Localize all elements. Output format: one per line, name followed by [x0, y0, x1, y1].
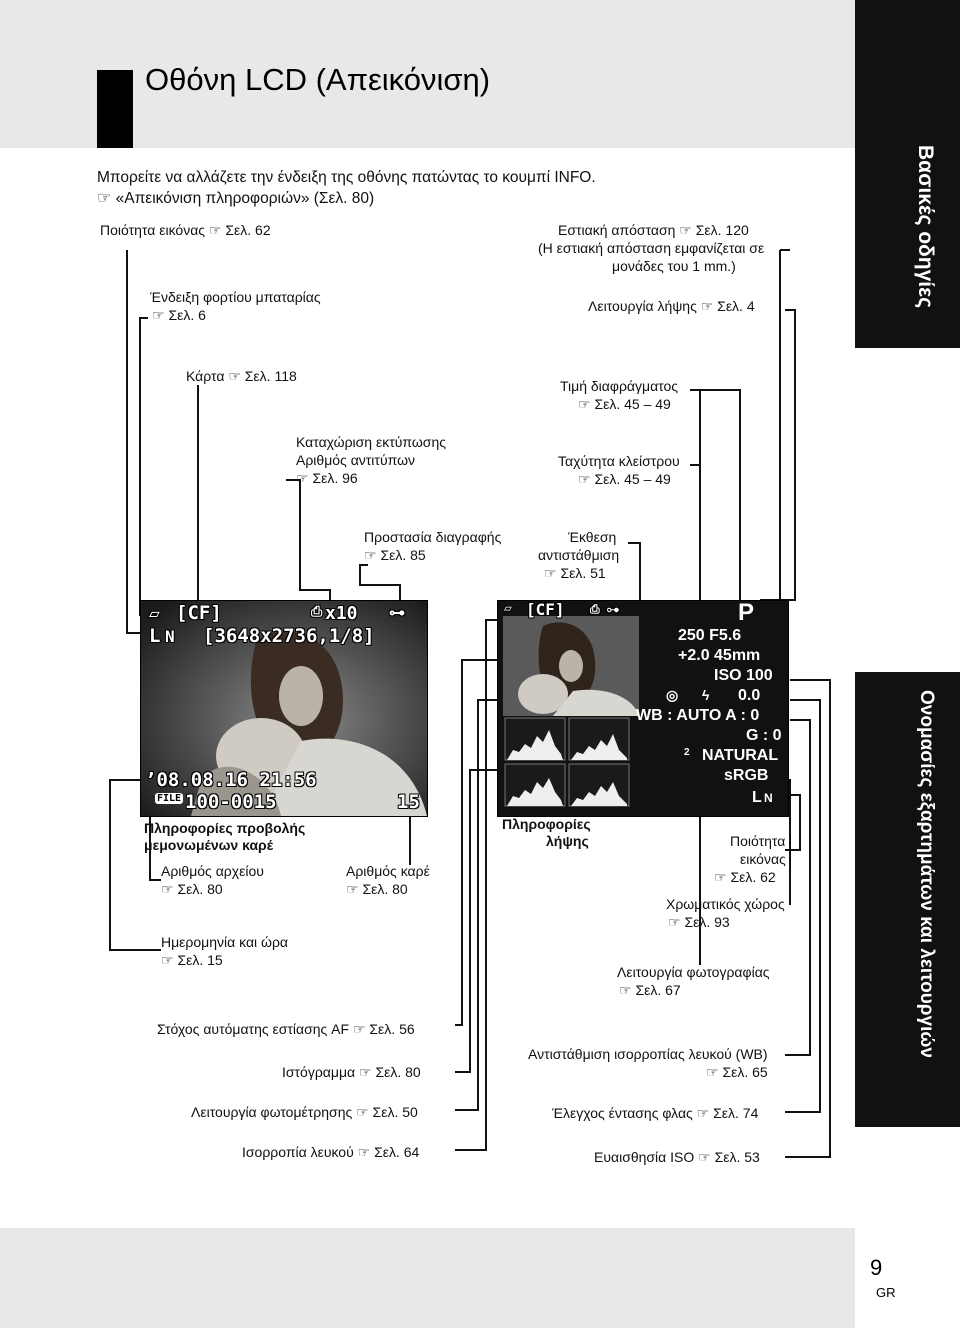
label-frame-no-ref: ☞ Σελ. 80 [346, 881, 408, 897]
photo-thumbnail [503, 616, 639, 716]
side-tab-basic-guide-label: Βασικές οδηγίες [914, 145, 937, 309]
lcd1-card: [CF] [176, 602, 222, 624]
line-protect [360, 565, 400, 605]
label-quality-r-1: Ποιότητα [730, 833, 786, 849]
lcd1-frame: 15 [397, 791, 420, 813]
intro-line-2-text: «Απεικόνιση πληροφοριών» (Σελ. 80) [115, 190, 375, 207]
lcd1-datetime: ’08.08.16 21:56 [145, 769, 317, 791]
label-exposure-ref: ☞ Σελ. 51 [544, 565, 606, 581]
lcd2-mode: P [738, 600, 755, 626]
label-focal: Εστιακή απόσταση ☞ Σελ. 120 [558, 222, 749, 238]
label-exposure-2: αντιστάθμιση [538, 547, 620, 563]
lcd-single-frame [140, 600, 428, 817]
intro-line-1: Μπορείτε να αλλάζετε την ένδειξη της οθόνης πατώντας το κουμπί INFO. [97, 169, 596, 186]
label-print-1: Καταχώριση εκτύπωσης [296, 434, 446, 450]
page-number: 9 [870, 1255, 883, 1280]
battery-icon: ▱ [149, 603, 160, 624]
label-frame-no: Αριθμός καρέ [346, 863, 430, 879]
pointing-hand-icon: ☞ [97, 190, 112, 207]
lcd1-quality: N [165, 627, 175, 646]
print-icon: ⎙ [311, 604, 323, 620]
label-print-2: Αριθμός αντιτύπων [296, 452, 415, 468]
label-quality-r-ref: ☞ Σελ. 62 [714, 869, 776, 885]
line-iso [785, 680, 830, 1157]
label-focal-note-2: μονάδες του 1 mm.) [612, 258, 736, 274]
line-shutter-v [700, 460, 720, 620]
quality-icon-2: L [752, 789, 762, 806]
line-battery [140, 318, 150, 615]
lcd2-shutter-aperture: 250 F5.6 [678, 627, 742, 644]
label-shutter-ref: ☞ Σελ. 45 – 49 [578, 471, 671, 487]
label-battery: Ένδειξη φορτίου μπαταρίας [150, 289, 321, 305]
lcd2-wb-g: G : 0 [746, 727, 782, 744]
lcd1-resolution: [3648x2736,1/8] [203, 625, 375, 647]
lcd2-iso: ISO 100 [714, 667, 773, 684]
label-protect: Προστασία διαγραφής [364, 529, 502, 545]
label-picture-mode-ref: ☞ Σελ. 67 [619, 982, 681, 998]
label-flash: Έλεγχος έντασης φλας ☞ Σελ. 74 [552, 1105, 759, 1121]
label-shooting-info-2: λήψης [546, 833, 589, 849]
line-shoot-mode [760, 310, 795, 600]
label-print-ref: ☞ Σελ. 96 [296, 470, 358, 486]
label-wb: Ισορροπία λευκού ☞ Σελ. 64 [242, 1144, 420, 1160]
label-battery-ref: ☞ Σελ. 6 [152, 307, 206, 323]
lcd-shooting-info [497, 600, 789, 817]
lcd2-picture-mode: NATURAL [702, 747, 779, 764]
label-wb-comp: Αντιστάθμιση ισορροπίας λευκού (WB) [528, 1046, 768, 1062]
label-datetime: Ημερομηνία και ώρα [161, 934, 289, 950]
label-aperture-ref: ☞ Σελ. 45 – 49 [578, 396, 671, 412]
protect-icon: ⊶ [389, 603, 405, 622]
lcd2-wb: WB : AUTO A : 0 [636, 707, 760, 724]
label-picture-mode: Λειτουργία φωτογραφίας [617, 964, 770, 980]
lcd1-file-number: 100-0015 [185, 791, 277, 813]
lcd2-exp-focal: +2.0 45mm [678, 647, 761, 664]
lcd2-flash-comp: 0.0 [738, 687, 761, 704]
print-icon-2: ⎙ ⊶ [590, 602, 619, 616]
page-title: Οθόνη LCD (Απεικόνιση) [145, 62, 491, 97]
label-shooting-info-1: Πληροφορίες [502, 816, 591, 832]
label-iso: Ευαισθησία ISO ☞ Σελ. 53 [594, 1149, 760, 1165]
label-focal-note-1: (Η εστιακή απόσταση εμφανίζεται σε [538, 240, 765, 256]
label-shutter: Ταχύτητα κλείστρου [558, 453, 680, 469]
label-single-info-1: Πληροφορίες προβολής [144, 820, 306, 836]
lcd1-copies: x10 [325, 603, 358, 624]
metering-icon: ◎ [666, 687, 679, 703]
label-aperture: Τιμή διαφράγματος [560, 378, 679, 394]
histograms [503, 716, 639, 814]
label-datetime-ref: ☞ Σελ. 15 [161, 952, 223, 968]
label-af-target: Στόχος αυτόματης εστίασης AF ☞ Σελ. 56 [157, 1021, 415, 1037]
lcd2-picture-mode-num: 2 [684, 747, 690, 758]
label-shoot-mode: Λειτουργία λήψης ☞ Σελ. 4 [588, 298, 755, 314]
line-quality [127, 250, 145, 633]
file-badge: FILE [157, 793, 182, 804]
side-tab-part-names-label: Ονομασίες εξαρτημάτων και λειτουργιών [916, 690, 937, 1058]
label-exposure-1: Έκθεση [568, 529, 617, 545]
label-file-no: Αριθμός αρχείου [161, 863, 264, 879]
label-card: Κάρτα ☞ Σελ. 118 [186, 368, 297, 384]
label-quality-r-2: εικόνας [740, 851, 786, 867]
battery-icon-2: ▱ [504, 601, 512, 616]
label-colorspace-ref: ☞ Σελ. 93 [668, 914, 730, 930]
line-flash [785, 700, 820, 1112]
lcd2-colorspace: sRGB [724, 767, 769, 784]
label-histogram: Ιστόγραμμα ☞ Σελ. 80 [282, 1064, 421, 1080]
quality-icon: L [149, 625, 161, 647]
label-colorspace: Χρωματικός χώρος [666, 896, 785, 912]
label-image-quality: Ποιότητα εικόνας ☞ Σελ. 62 [100, 222, 271, 238]
line-print [286, 480, 330, 605]
lcd2-quality: N [764, 791, 773, 805]
label-metering: Λειτουργία φωτομέτρησης ☞ Σελ. 50 [191, 1104, 418, 1120]
flash-icon: ϟ [702, 687, 710, 703]
lcd2-card: [CF] [526, 600, 565, 619]
label-wb-comp-ref: ☞ Σελ. 65 [706, 1064, 768, 1080]
label-protect-ref: ☞ Σελ. 85 [364, 547, 426, 563]
label-file-no-ref: ☞ Σελ. 80 [161, 881, 223, 897]
line-aperture [690, 390, 700, 460]
page-lang: GR [876, 1285, 896, 1300]
label-single-info-2: μεμονωμένων καρέ [144, 837, 274, 853]
